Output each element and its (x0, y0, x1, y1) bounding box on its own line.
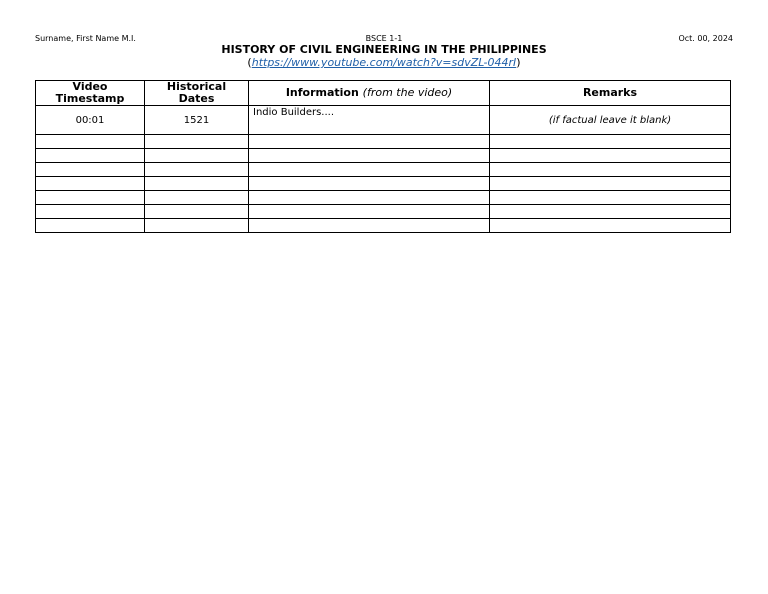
empty-cell[interactable] (490, 191, 731, 205)
column-header-dates-line2: Dates (178, 92, 215, 105)
table-row-empty (36, 205, 731, 219)
history-table (35, 80, 731, 233)
empty-cell[interactable] (490, 205, 731, 219)
empty-cell[interactable] (249, 219, 490, 233)
table-row-empty (36, 149, 731, 163)
link-open-paren: ( (247, 56, 252, 69)
empty-cell[interactable] (145, 149, 249, 163)
empty-cell[interactable] (145, 163, 249, 177)
column-header-remarks: Remarks (490, 81, 731, 106)
column-header-timestamp-line2: Timestamp (55, 92, 125, 105)
empty-cell[interactable] (36, 177, 145, 191)
column-header-timestamp (36, 81, 145, 106)
table-row-empty (36, 191, 731, 205)
empty-cell[interactable] (249, 177, 490, 191)
empty-cell[interactable] (490, 149, 731, 163)
empty-cell[interactable] (490, 135, 731, 149)
empty-cell[interactable] (145, 205, 249, 219)
empty-cell[interactable] (145, 135, 249, 149)
empty-cell[interactable] (36, 219, 145, 233)
empty-cell[interactable] (36, 149, 145, 163)
video-link-line (0, 56, 768, 69)
document-title: HISTORY OF CIVIL ENGINEERING IN THE PHILIPPINES (221, 43, 547, 56)
document-date: Oct. 00, 2024 (678, 34, 733, 43)
column-header-information-sub: (from the video) (362, 86, 453, 99)
empty-cell[interactable] (490, 177, 731, 191)
link-close-paren: ) (516, 56, 521, 69)
empty-cell[interactable] (490, 219, 731, 233)
cell-remarks[interactable]: (if factual leave it blank) (490, 106, 731, 135)
table-row (36, 106, 731, 135)
empty-cell[interactable] (249, 191, 490, 205)
cell-information[interactable]: Indio Builders.... (249, 106, 490, 135)
column-header-dates (145, 81, 249, 106)
column-header-information (249, 81, 490, 106)
column-header-dates-line1: Historical (166, 80, 227, 93)
empty-cell[interactable] (145, 191, 249, 205)
table-row-empty (36, 135, 731, 149)
cell-timestamp[interactable]: 00:01 (36, 106, 145, 135)
empty-cell[interactable] (490, 163, 731, 177)
empty-cell[interactable] (36, 191, 145, 205)
empty-cell[interactable] (145, 219, 249, 233)
column-header-information-label: Information (285, 86, 359, 99)
empty-cell[interactable] (249, 205, 490, 219)
table-row-empty (36, 163, 731, 177)
section-code: BSCE 1-1 (365, 34, 403, 43)
empty-cell[interactable] (36, 205, 145, 219)
empty-cell[interactable] (145, 177, 249, 191)
empty-cell[interactable] (36, 135, 145, 149)
empty-cell[interactable] (36, 163, 145, 177)
student-name: Surname, First Name M.I. (35, 34, 136, 43)
empty-cell[interactable] (249, 149, 490, 163)
video-link[interactable]: https://www.youtube.com/watch?v=sdvZL-044rI (251, 56, 517, 69)
table-row-empty (36, 177, 731, 191)
table-row-empty (36, 219, 731, 233)
table-header-row (36, 81, 731, 106)
empty-cell[interactable] (249, 163, 490, 177)
column-header-timestamp-line1: Video (72, 80, 108, 93)
empty-cell[interactable] (249, 135, 490, 149)
cell-date[interactable]: 1521 (145, 106, 249, 135)
